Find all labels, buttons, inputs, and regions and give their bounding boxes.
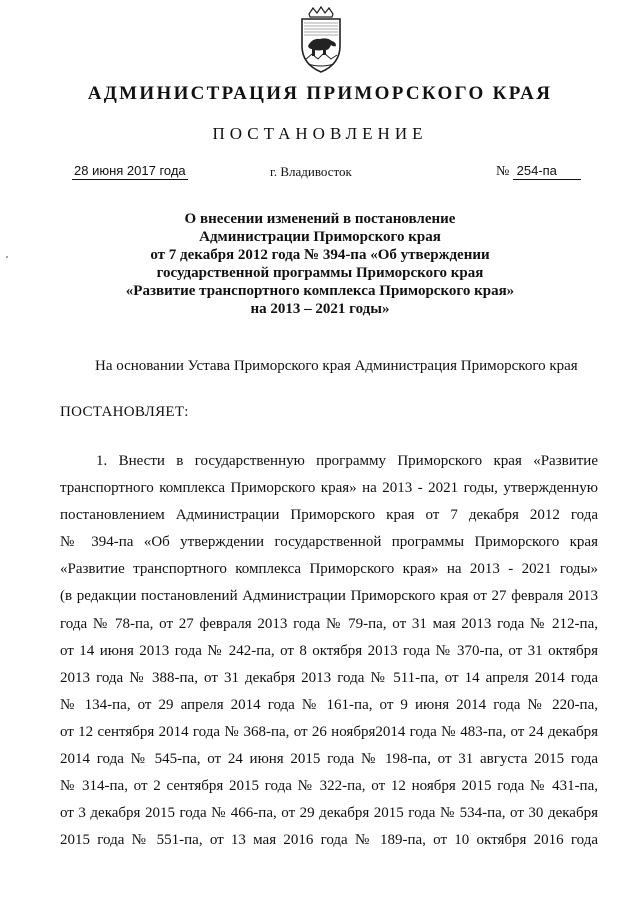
body-paragraph — [60, 448, 598, 854]
number-sign: № — [496, 164, 510, 179]
coat-of-arms-icon — [296, 6, 346, 74]
body-line: № 314-па, от 2 сентября 2015 года № 322-па, от 12 ноября 2015 года № 431-па, — [60, 778, 598, 795]
body-line: «Развитие транспортного комплекса Приморского края» на 2013 - 2021 годы» — [60, 561, 598, 578]
basis-paragraph: На основании Устава Приморского края Администрация Приморского края — [95, 358, 578, 374]
document-number — [496, 163, 581, 180]
body-line: транспортного комплекса Приморского края» на 2013 - 2021 годы, утвержденную — [60, 480, 598, 497]
document-date: 28 июня 2017 года — [74, 163, 186, 178]
body-line: от 3 декабря 2015 года № 466-па, от 29 декабря 2015 года № 534-па, от 30 декабря — [60, 805, 598, 822]
title-line: на 2013 – 2021 годы» — [250, 301, 390, 317]
body-line: года № 78-па, от 27 февраля 2013 года № 79-па, от 31 мая 2013 года № 212-па, — [60, 615, 598, 632]
body-line: (в редакции постановлений Администрации Приморского края от 27 февраля 2013 — [60, 588, 598, 605]
body-line: 2015 года № 551-па, от 13 мая 2016 года № 189-па, от 10 октября 2016 года — [60, 832, 598, 849]
body-line: 1. Внести в государственную программу Приморского края «Развитие — [96, 453, 598, 469]
document-city: г. Владивосток — [270, 164, 352, 179]
title-line: О внесении изменений в постановление — [184, 211, 456, 227]
organization-name: АДМИНИСТРАЦИЯ ПРИМОРСКОГО КРАЯ — [87, 83, 553, 104]
title-line: государственной программы Приморского края — [156, 265, 484, 281]
decree-word: ПОСТАНОВЛЯЕТ: — [60, 404, 189, 420]
document-type: ПОСТАНОВЛЕНИЕ — [212, 124, 428, 143]
body-line: от 14 июня 2013 года № 242-па, от 8 октября 2013 года № 370-па, от 31 октября — [60, 642, 598, 659]
number-value: 254-па — [513, 163, 581, 180]
title-line: Администрации Приморского края — [199, 229, 441, 245]
body-line: постановлением Администрации Приморского края от 7 декабря 2012 года — [60, 507, 598, 524]
body-line: от 12 сентября 2014 года № 368-па, от 26 ноября2014 года № 483-па, от 24 декабря — [60, 723, 598, 740]
scan-speck — [6, 256, 8, 258]
body-line: 2014 года № 545-па, от 24 июня 2015 года № 198-па, от 31 августа 2015 года — [60, 751, 598, 768]
body-line: 2013 года № 388-па, от 31 декабря 2013 года № 511-па, от 14 апреля 2014 года — [60, 669, 598, 686]
body-line: № 394-па «Об утверждении государственной программы Приморского края — [60, 534, 598, 551]
document-title — [60, 210, 580, 318]
title-line: от 7 декабря 2012 года № 394-па «Об утверждении — [150, 247, 490, 263]
title-line: «Развитие транспортного комплекса Приморского края» — [125, 283, 515, 299]
body-line: № 134-па, от 29 апреля 2014 года № 161-па, от 9 июня 2014 года № 220-па, — [60, 696, 598, 713]
